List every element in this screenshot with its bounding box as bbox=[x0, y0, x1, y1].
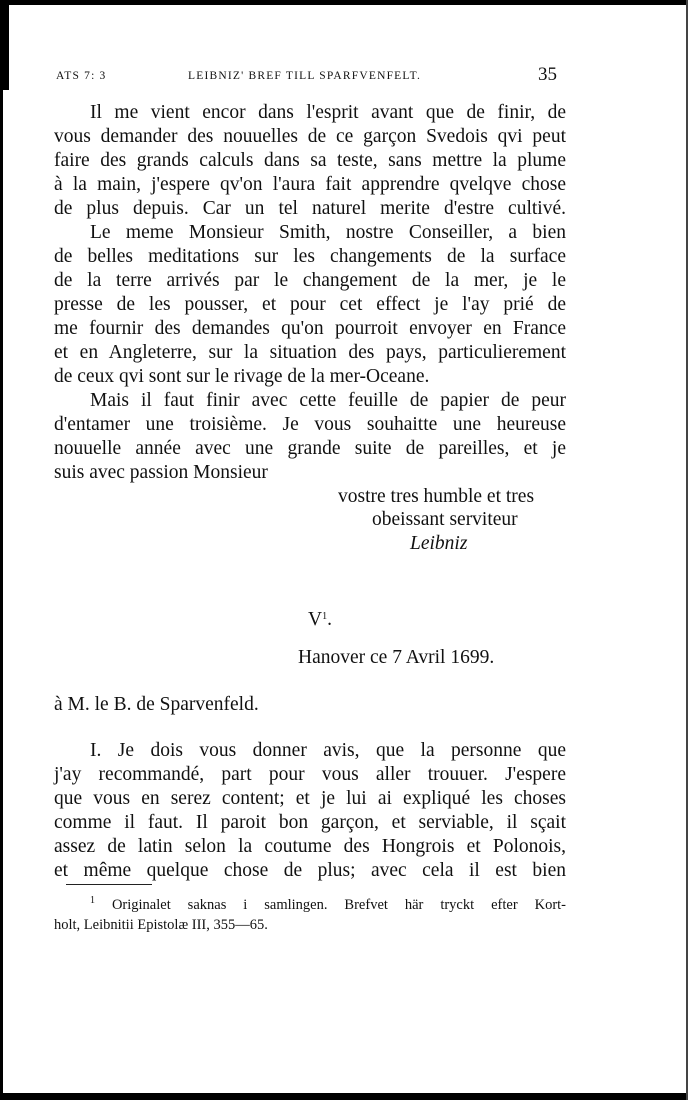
scan-border-left bbox=[0, 0, 9, 90]
letter-numeral: V bbox=[308, 609, 323, 630]
closing-line-2: obeissant serviteur bbox=[372, 509, 518, 530]
text-line: de la terre arrivés par le changement de la mer, je le bbox=[54, 270, 566, 291]
text-line: vous demander des nouuelles de ce garçon Svedois qvi peut bbox=[54, 126, 566, 147]
page-number: 35 bbox=[538, 64, 557, 85]
text-line: et même quelque chose de plus; avec cela il est bien bbox=[54, 860, 566, 881]
footnote-ref: 1 bbox=[322, 611, 328, 622]
text-line: me fournir des demandes qu'on pourroit envoyer en France bbox=[54, 318, 566, 339]
signature: Leibniz bbox=[410, 533, 468, 554]
text-line: de ceux qvi sont sur le rivage de la mer-Oceane. bbox=[54, 366, 430, 387]
text-line: comme il faut. Il paroit bon garçon, et serviable, il sçait bbox=[54, 812, 566, 833]
text-line: Le meme Monsieur Smith, nostre Conseiller, a bien bbox=[90, 222, 566, 243]
letter-number: $V^1$. bbox=[308, 609, 332, 630]
scan-border-top bbox=[0, 0, 688, 5]
text-line: suis avec passion Monsieur bbox=[54, 462, 268, 483]
addressee: à M. le B. de Sparvenfeld. bbox=[54, 694, 259, 715]
footnote-text: Originalet saknas i samlingen. Brefvet här tryckt efter Kort- bbox=[111, 897, 566, 913]
text-line: de plus depuis. Car un tel naturel merite d'estre cultivé. bbox=[54, 198, 566, 219]
text-line: Mais il faut finir avec cette feuille de papier de peur bbox=[90, 390, 566, 411]
running-head-title: LEIBNIZ' BREF TILL SPARFVENFELT. bbox=[188, 70, 422, 82]
scan-border-left-thin bbox=[0, 90, 3, 1100]
text-line: Il me vient encor dans l'esprit avant que de finir, de bbox=[90, 102, 566, 123]
text-line: I. Je dois vous donner avis, que la personne que bbox=[90, 740, 566, 761]
text-line: et en Angleterre, sur la situation des pays, particulierement bbox=[54, 342, 566, 363]
footnote-rule bbox=[66, 884, 152, 885]
text-line: nouuelle année avec une grande suite de pareilles, et je bbox=[54, 438, 566, 459]
text-line: presse de les pousser, et pour cet effect je l'ay prié de bbox=[54, 294, 566, 315]
text-line: que vous en serez content; et je lui ai expliqué les choses bbox=[54, 788, 566, 809]
text-line: j'ay recommandé, part pour vous aller trouuer. J'espere bbox=[54, 764, 566, 785]
text-line: à la main, j'espere qv'on l'aura fait apprendre qvelqve chose bbox=[54, 174, 566, 195]
text-line: assez de latin selon la coutume des Hongrois et Polonois, bbox=[54, 836, 566, 857]
running-head-left: ATS 7: 3 bbox=[56, 70, 107, 82]
text-line: de belles meditations sur les changements de la surface bbox=[54, 246, 566, 267]
footnote-line-2: holt, Leibnitii Epistolæ III, 355—65. bbox=[54, 917, 268, 933]
footnote-mark: 1 bbox=[90, 895, 95, 906]
text-line: d'entamer une troisième. Je vous souhaitte une heureuse bbox=[54, 414, 566, 435]
place-date: Hanover ce 7 Avril 1699. bbox=[298, 647, 495, 668]
closing-line-1: vostre tres humble et tres bbox=[338, 486, 535, 507]
text-line: faire des grands calculs dans sa teste, sans mettre la plume bbox=[54, 150, 566, 171]
scan-border-bottom bbox=[0, 1093, 688, 1100]
